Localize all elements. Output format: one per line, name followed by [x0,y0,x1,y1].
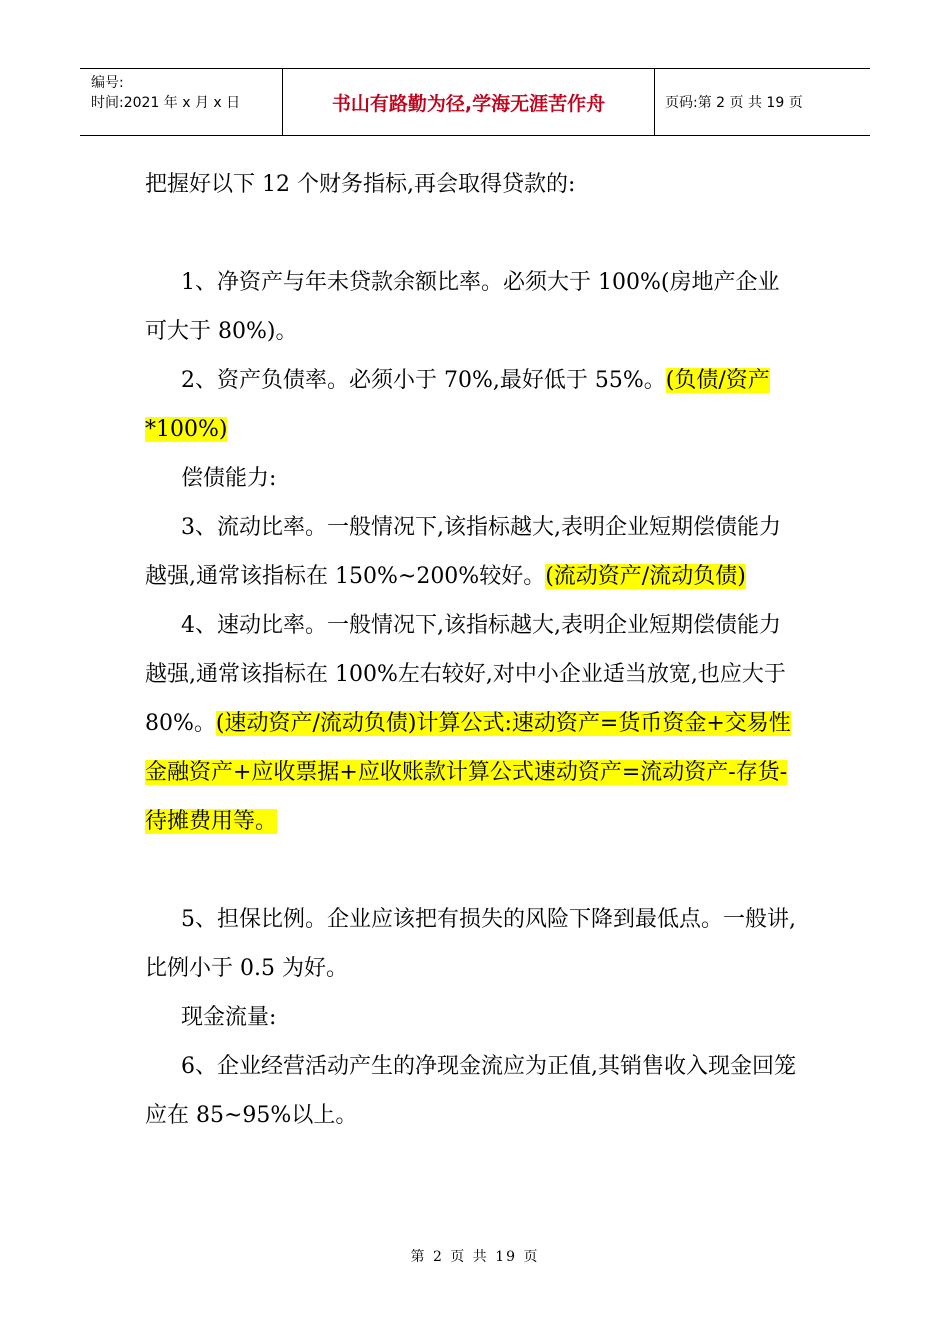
item-4-paragraph [145,601,797,846]
item-2-formula-highlight: (负债/资产*100%) [145,368,770,442]
spacer [145,209,797,258]
item-2-paragraph [145,356,797,454]
item-4-text: 4、速动比率。一般情况下,该指标越大,表明企业短期偿债能力越强,通常该指标在 100%左右较好,对中小企业适当放宽,也应大于 80%。 [145,613,786,736]
header-motto: 书山有路勤为径,学海无涯苦作舟 [283,69,655,135]
item-3-formula-highlight: (流动资产/流动负债) [545,564,746,589]
item-3-paragraph [145,503,797,601]
header-meta-cell [80,69,283,135]
item-3-text: 3、流动比率。一般情况下,该指标越大,表明企业短期偿债能力越强,通常该指标在 150%~200%较好。 [145,515,781,589]
item-1-paragraph: 1、净资产与年未贷款余额比率。必须大于 100%(房地产企业可大于 80%)。 [145,270,780,344]
header-time-label: 时间:2021 年 x 月 x 日 [91,95,241,111]
page-header [80,68,870,136]
section-solvency-heading: 偿债能力: [181,466,277,491]
section-cashflow-heading: 现金流量: [181,1005,277,1030]
header-number-label: 编号: [91,75,124,91]
item-5-paragraph: 5、担保比例。企业应该把有损失的风险下降到最低点。一般讲,比例小于 0.5 为好。 [145,907,796,981]
item-2-text: 2、资产负债率。必须小于 70%,最好低于 55%。 [181,368,666,393]
item-4-formula-highlight: (速动资产/流动负债)计算公式:速动资产=货币资金+交易性金融资产+应收票据+应收账款计算公式速动资产=流动资产-存货-待摊费用等。 [145,711,791,834]
spacer [145,846,797,895]
document-body [145,160,797,1140]
item-6-paragraph: 6、企业经营活动产生的净现金流应为正值,其销售收入现金回笼应在 85~95%以上。 [145,1054,796,1128]
page-footer: 第 2 页 共 19 页 [410,1249,540,1265]
header-page-info: 页码:第 2 页 共 19 页 [665,95,803,111]
intro-paragraph: 把握好以下 12 个财务指标,再会取得贷款的: [145,172,576,197]
